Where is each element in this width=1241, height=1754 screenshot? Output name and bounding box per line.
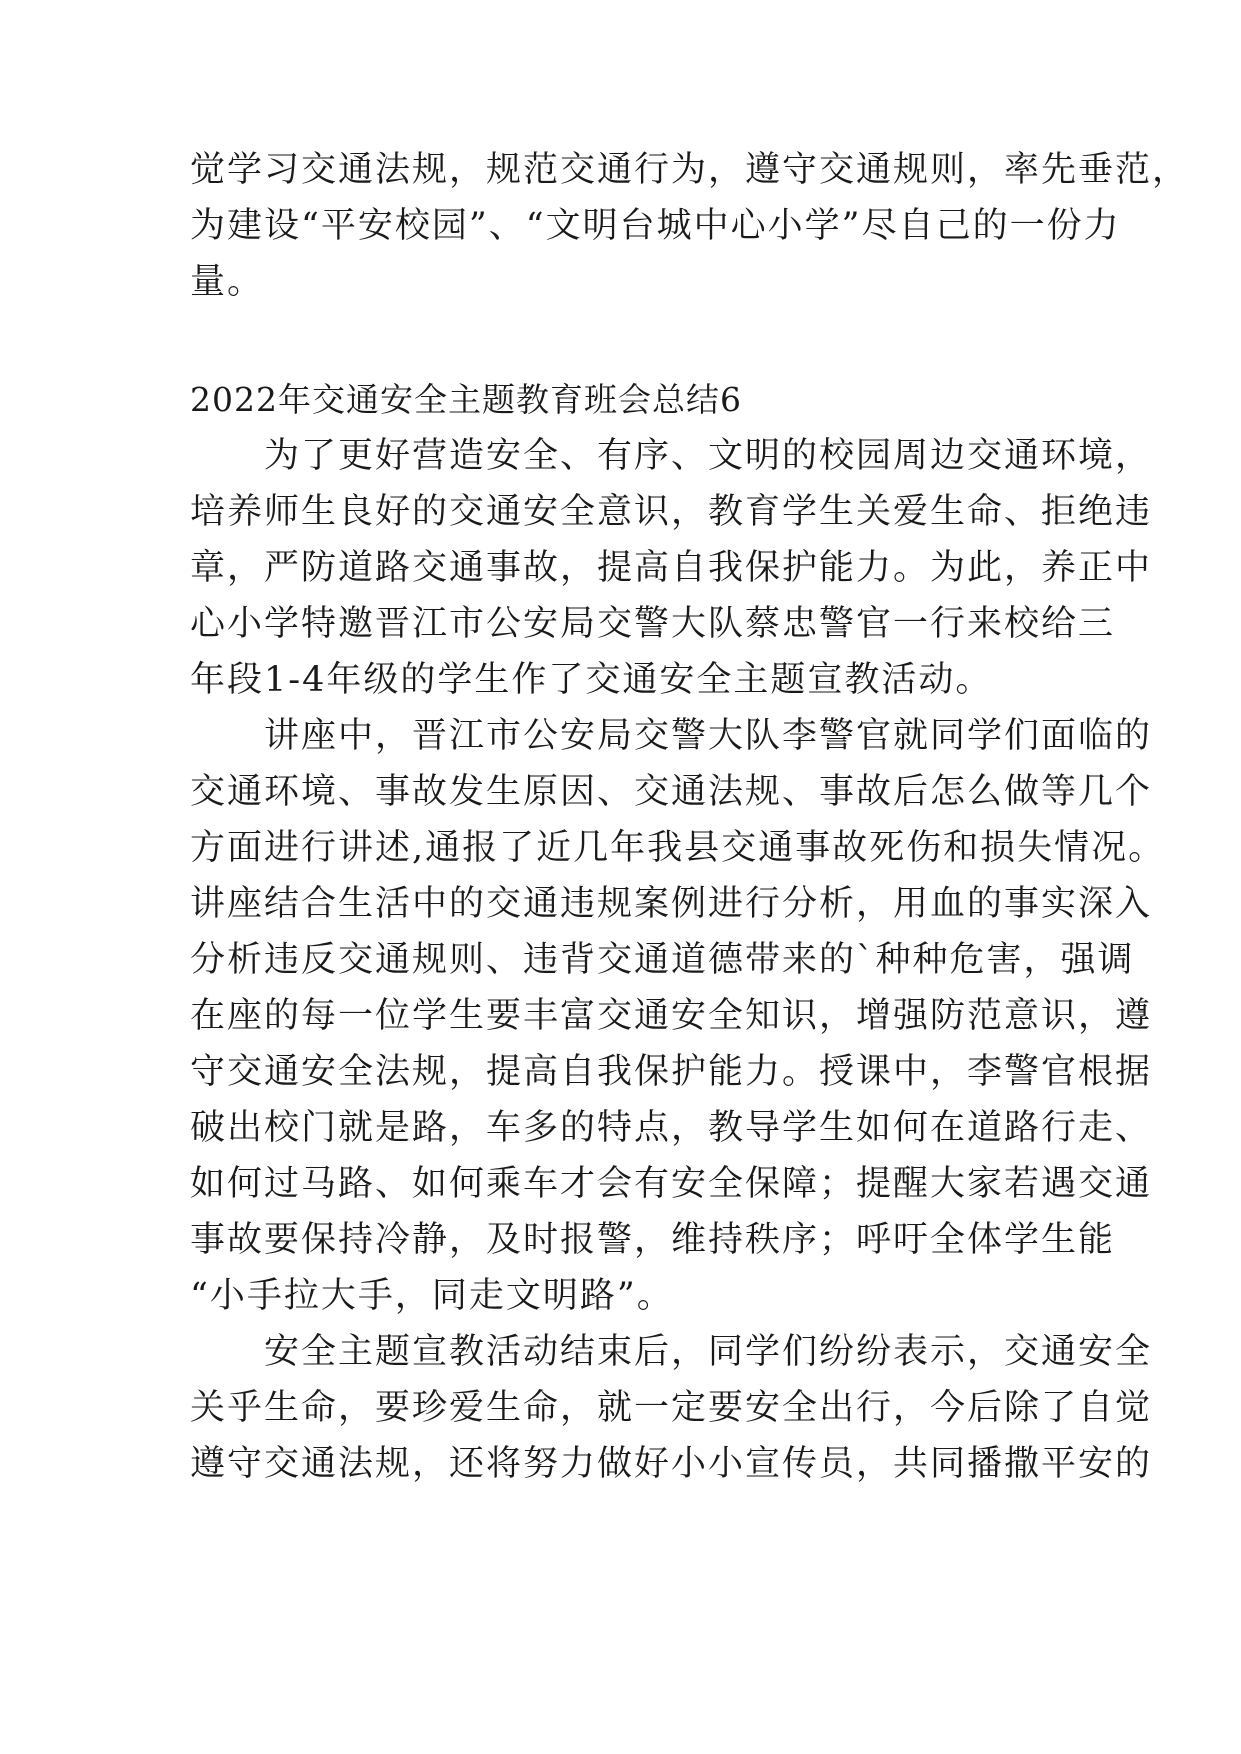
- text-line: 心小学特邀晋江市公安局交警大队蔡忠警官一行来校给三: [190, 604, 1116, 644]
- text-line: 关乎生命，要珍爱生命，就一定要安全出行，今后除了自觉: [190, 1388, 1153, 1428]
- text-line: 遵守交通法规，还将努力做好小小宣传员，共同播撒平安的: [190, 1444, 1153, 1484]
- text-line: 为建设“平安校园”、“文明台城中心小学”尽自己的一份力: [190, 206, 1121, 246]
- section-heading: 2022年交通安全主题教育班会总结6: [190, 380, 742, 419]
- text-line: 事故要保持冷静，及时报警，维持秩序；呼吁全体学生能: [190, 1220, 1116, 1260]
- text-line: 培养师生良好的交通安全意识，教育学生关爱生命、拒绝违: [190, 492, 1153, 532]
- text-line: 量。: [190, 262, 265, 302]
- text-line: 章，严防道路交通事故，提高自我保护能力。为此，养正中: [190, 548, 1153, 588]
- text-line: 讲座结合生活中的交通违规案例进行分析，用血的事实深入: [190, 884, 1153, 924]
- text-line: 安全主题宣教活动结束后，同学们纷纷表示，交通安全: [190, 1332, 1153, 1372]
- text-line: 交通环境、事故发生原因、交通法规、事故后怎么做等几个: [190, 772, 1153, 812]
- text-line: 讲座中，晋江市公安局交警大队李警官就同学们面临的: [190, 716, 1153, 756]
- text-line: 分析违反交通规则、违背交通道德带来的`种种危害，强调: [190, 940, 1135, 980]
- text-line: 守交通安全法规，提高自我保护能力。授课中，李警官根据: [190, 1052, 1153, 1092]
- text-line: 在座的每一位学生要丰富交通安全知识，增强防范意识，遵: [190, 996, 1153, 1036]
- text-line: 为了更好营造安全、有序、文明的校园周边交通环境，: [190, 436, 1153, 476]
- text-line: 如何过马路、如何乘车才会有安全保障；提醒大家若遇交通: [190, 1164, 1153, 1204]
- text-line: 方面进行讲述,通报了近几年我县交通事故死伤和损失情况。: [190, 828, 1166, 868]
- text-line: 年段1-4年级的学生作了交通安全主题宣教活动。: [190, 660, 993, 700]
- text-line: “小手拉大手，同走文明路”。: [190, 1276, 674, 1316]
- text-line: 破出校门就是路，车多的特点，教导学生如何在道路行走、: [190, 1108, 1153, 1148]
- text-line: 觉学习交通法规，规范交通行为，遵守交通规则，率先垂范，: [190, 150, 1190, 190]
